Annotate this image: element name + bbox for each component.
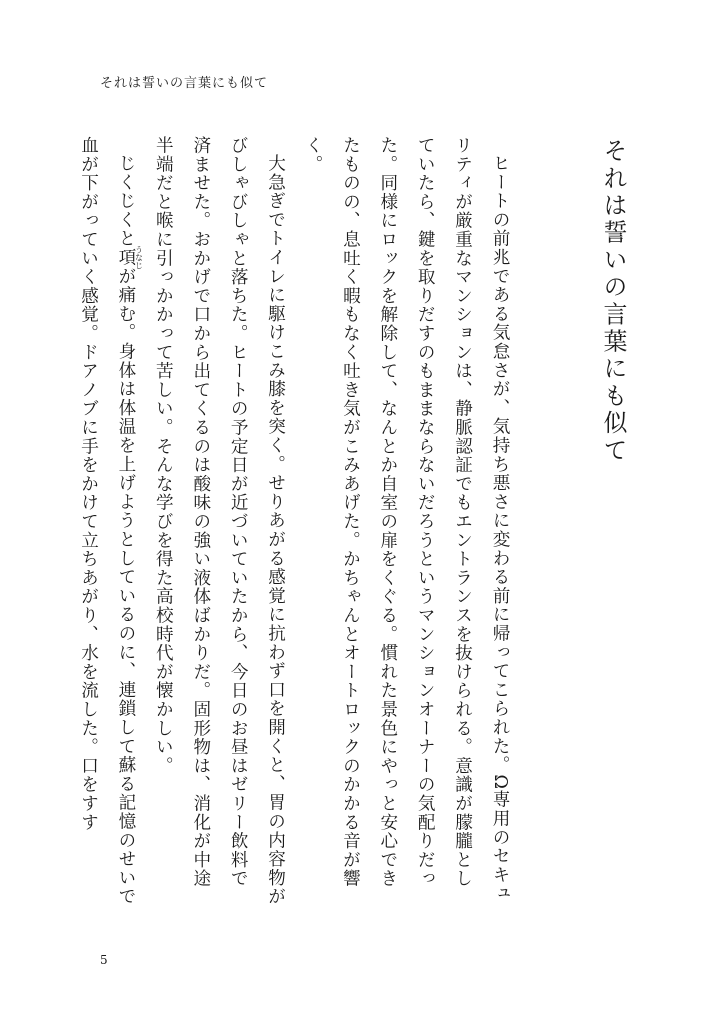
paragraph-3-start: じくじくと <box>115 153 136 248</box>
chapter-title: それは誓いの言葉にも似て <box>599 138 627 465</box>
paragraph-2: 大急ぎでトイレに駆けこみ膝を突く。せりあがる感覚に抗わず口を開くと、胃の内容物がびしゃびしゃと落ちた。ヒートの予定日が近づいていたから、今日のお昼はゼリー飲料で済ませた。おかげで口から出てくるのは酸味の強い液体ばかりだ。固形物は、消化が中途半端だと喉に引っかかって苦しい。そんな学びを得た高校時代が懐かしい。 <box>153 136 286 906</box>
paragraph-3-rest: が痛む。身体は体温を上げようとしているのに、連鎖して蘇る記憶のせいで血が下がっていく感覚。ドアノブに手をかけて立ちあがり、水を流した。口をすす <box>78 136 136 906</box>
paragraph-3 <box>69 136 144 906</box>
running-header: それは誓いの言葉にも似て <box>100 76 269 91</box>
ruby-unaji <box>115 245 144 269</box>
paragraph-1: ヒートの前兆である気怠さが、気持ち悪さに変わる前に帰ってこられた。Ω専用のセキュリティが厳重なマンションは、静脈認証でもエントランスを抜けられる。意識が朦朧としていたら、鍵を取りだすのもままならないだろうというマンションオーナーの気配りだった。同様にロックを解除して、なんとか自室の扉をくぐる。慣れた景色にやっと安心できたものの、息吐く暇もなく吐き気がこみあげた。かちゃんとオートロックのかかる音が響く。 <box>302 136 510 903</box>
page-number: 5 <box>100 953 108 967</box>
ruby-base: 項 <box>115 245 136 269</box>
body-text <box>78 136 518 906</box>
ruby-reading: うなじ <box>134 245 144 269</box>
